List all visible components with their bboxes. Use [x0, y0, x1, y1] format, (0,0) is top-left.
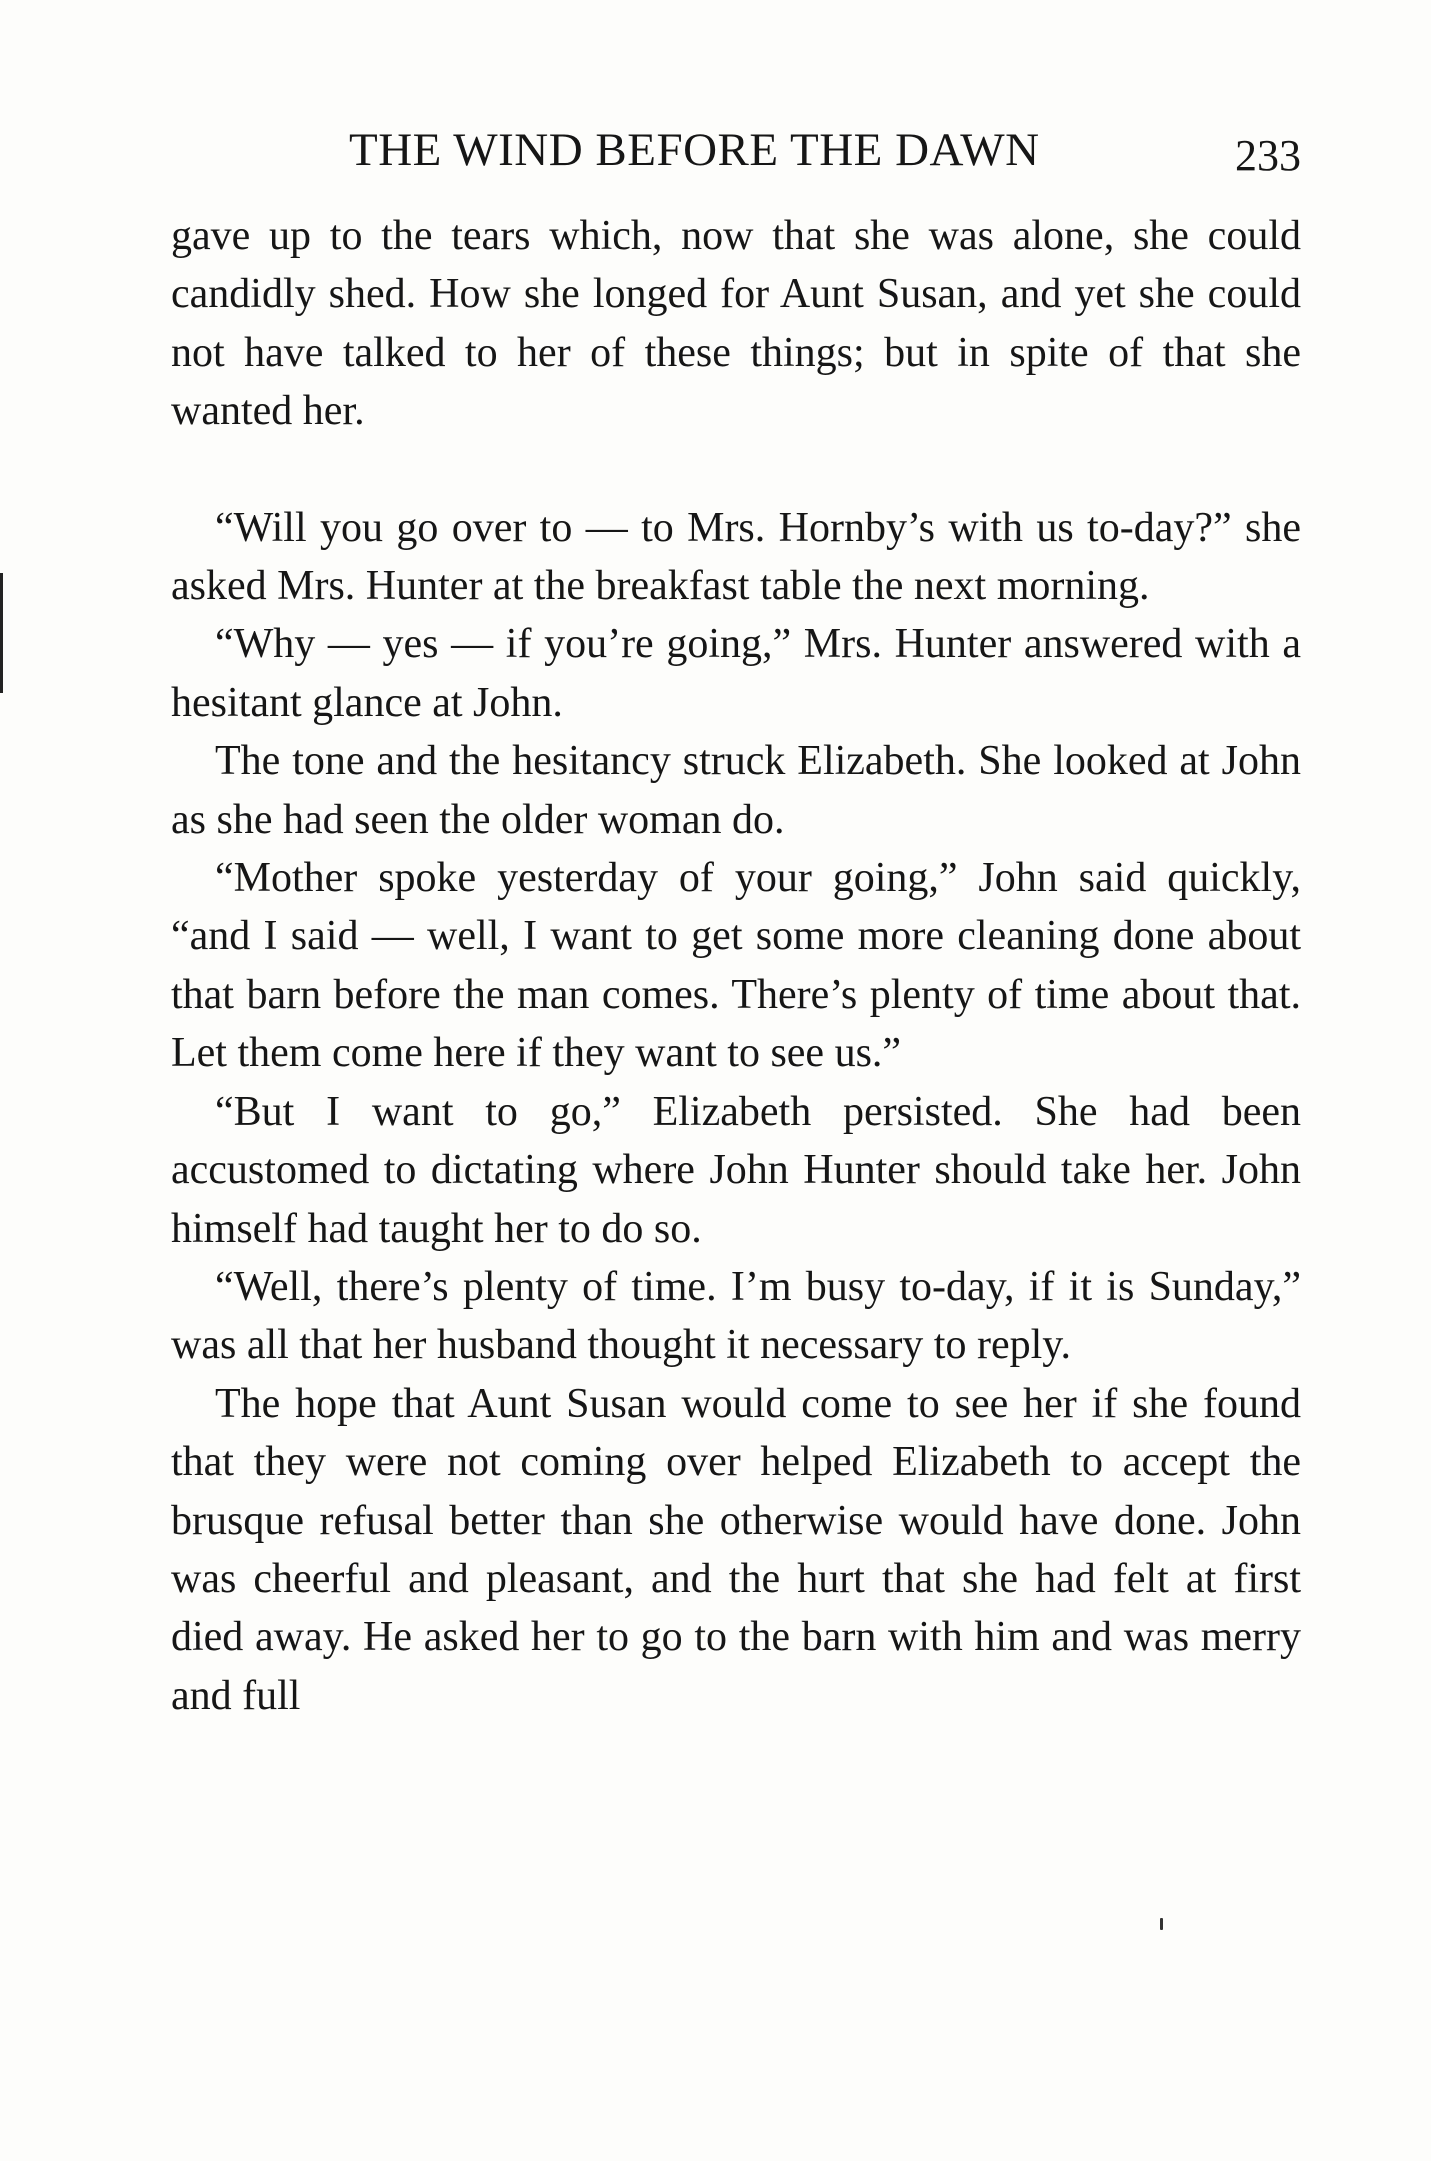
scan-margin-mark — [0, 573, 3, 693]
page-number: 233 — [1235, 131, 1301, 180]
paragraph: “Will you go over to — to Mrs. Hornby’s with us to-day?” she asked Mrs. Hunter at the breakfast table the next morning. — [171, 504, 1301, 610]
body-text — [171, 207, 1301, 1725]
paragraph: The tone and the hesitancy struck Elizabeth. She looked at John as she had seen the older woman do. — [171, 738, 1301, 843]
paragraph: “Why — yes — if you’re going,” Mrs. Hunter answered with a hesitant glance at John. — [171, 621, 1301, 726]
paragraph: gave up to the tears which, now that she was alone, she could candidly shed. How she longed for Aunt Susan, and yet she could not have talked to her of these things; but in spite of that she wanted her. — [171, 213, 1301, 435]
paragraph: “Well, there’s plenty of time. I’m busy to-day, if it is Sunday,” was all that her husband thought it necessary to reply. — [171, 1263, 1301, 1369]
paragraph: “But I want to go,” Elizabeth persisted. She had been accustomed to dictating where John Hunter should take her. John himself had taught her to do so. — [171, 1088, 1301, 1252]
paragraph: The hope that Aunt Susan would come to see her if she found that they were not coming over helped Elizabeth to accept the brusque refusal better than she otherwise would have done. John was cheerful and pleasant, and the hurt that she had felt at first died away. He asked her to go to the barn with him and was merry and full — [171, 1380, 1301, 1719]
running-title: THE WIND BEFORE THE DAWN — [349, 124, 1040, 176]
page-header — [171, 120, 1301, 180]
ink-speck — [1160, 1918, 1163, 1930]
paragraph: “Mother spoke yesterday of your going,” John said quickly, “and I said — well, I want to get some more cleaning done about that barn before the man comes. There’s plenty of time about that. Let them come here if they want to see us.” — [171, 855, 1301, 1077]
